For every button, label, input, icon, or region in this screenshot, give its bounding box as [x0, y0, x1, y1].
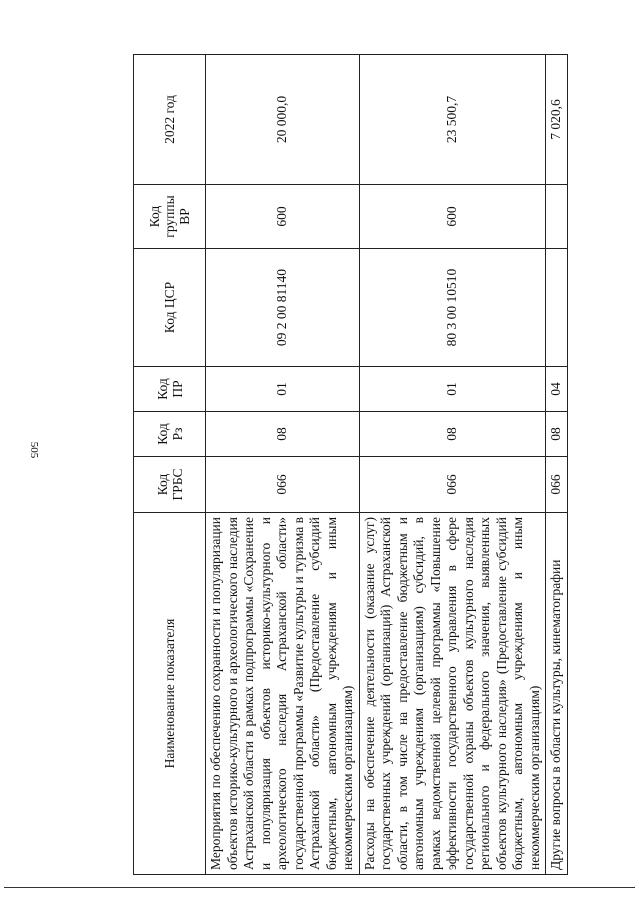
cell-vr: 600 [206, 185, 360, 249]
cell-rz: 08 [359, 412, 546, 457]
header-year: 2022 год [134, 55, 206, 185]
table-row [206, 55, 360, 875]
table-header-row [134, 55, 206, 875]
header-name: Наименование показателя [134, 513, 206, 875]
budget-table [133, 54, 568, 875]
cell-rz: 08 [546, 412, 568, 457]
cell-rz: 08 [206, 412, 360, 457]
cell-year: 7 020,6 [546, 55, 568, 185]
cell-vr: 600 [359, 185, 546, 249]
cell-csr: 09 2 00 81140 [206, 249, 360, 367]
cell-grbs: 066 [206, 457, 360, 513]
cell-year: 20 000,0 [206, 55, 360, 185]
cell-grbs: 066 [546, 457, 568, 513]
table-row [546, 55, 568, 875]
cell-pr: 04 [546, 367, 568, 412]
header-rz: Код Рз [134, 412, 206, 457]
page-number: 505 [28, 441, 40, 459]
table-row [359, 55, 546, 875]
cell-name: Другие вопросы в области культуры, кинематографии [546, 513, 568, 875]
cell-name: Мероприятия по обеспечению сохранности и популяризации объектов историко-культурного и археологического наследия Астраханской области в рамках подпрограммы «Сохранение и популяризация объектов историко-культурного и археологического наследия Астраханской области» государственной программы «Развитие культуры и туризма в Астраханской области» (Предоставление субсидий бюджетным, автономным учреждениям и иным некоммерческим организациям) [206, 513, 360, 875]
bottom-divider [4, 887, 635, 888]
cell-grbs: 066 [359, 457, 546, 513]
header-grbs: Код ГРБС [134, 457, 206, 513]
cell-name: Расходы на обеспечение деятельности (оказание услуг) государственных учреждений (организаций) Астраханской области, в том числе на предоставление бюджетным и автономным учреждениям (организациям) субсидий, в рамках ведомственной целевой программы «Повышение эффективности государственного управления в сфере государственной охраны объектов культурного наследия регионального и федерального значения, выявленных объектов культурного наследия» (Предоставление субсидий бюджетным, автономным учреждениям и иным некоммерческим организациям) [359, 513, 546, 875]
rotated-budget-table [133, 55, 563, 875]
cell-csr [546, 249, 568, 367]
cell-pr: 01 [206, 367, 360, 412]
cell-csr: 80 3 00 10510 [359, 249, 546, 367]
cell-vr [546, 185, 568, 249]
cell-pr: 01 [359, 367, 546, 412]
header-csr: Код ЦСР [134, 249, 206, 367]
header-pr: Код ПР [134, 367, 206, 412]
cell-year: 23 500,7 [359, 55, 546, 185]
header-vr: Код группы ВР [134, 185, 206, 249]
